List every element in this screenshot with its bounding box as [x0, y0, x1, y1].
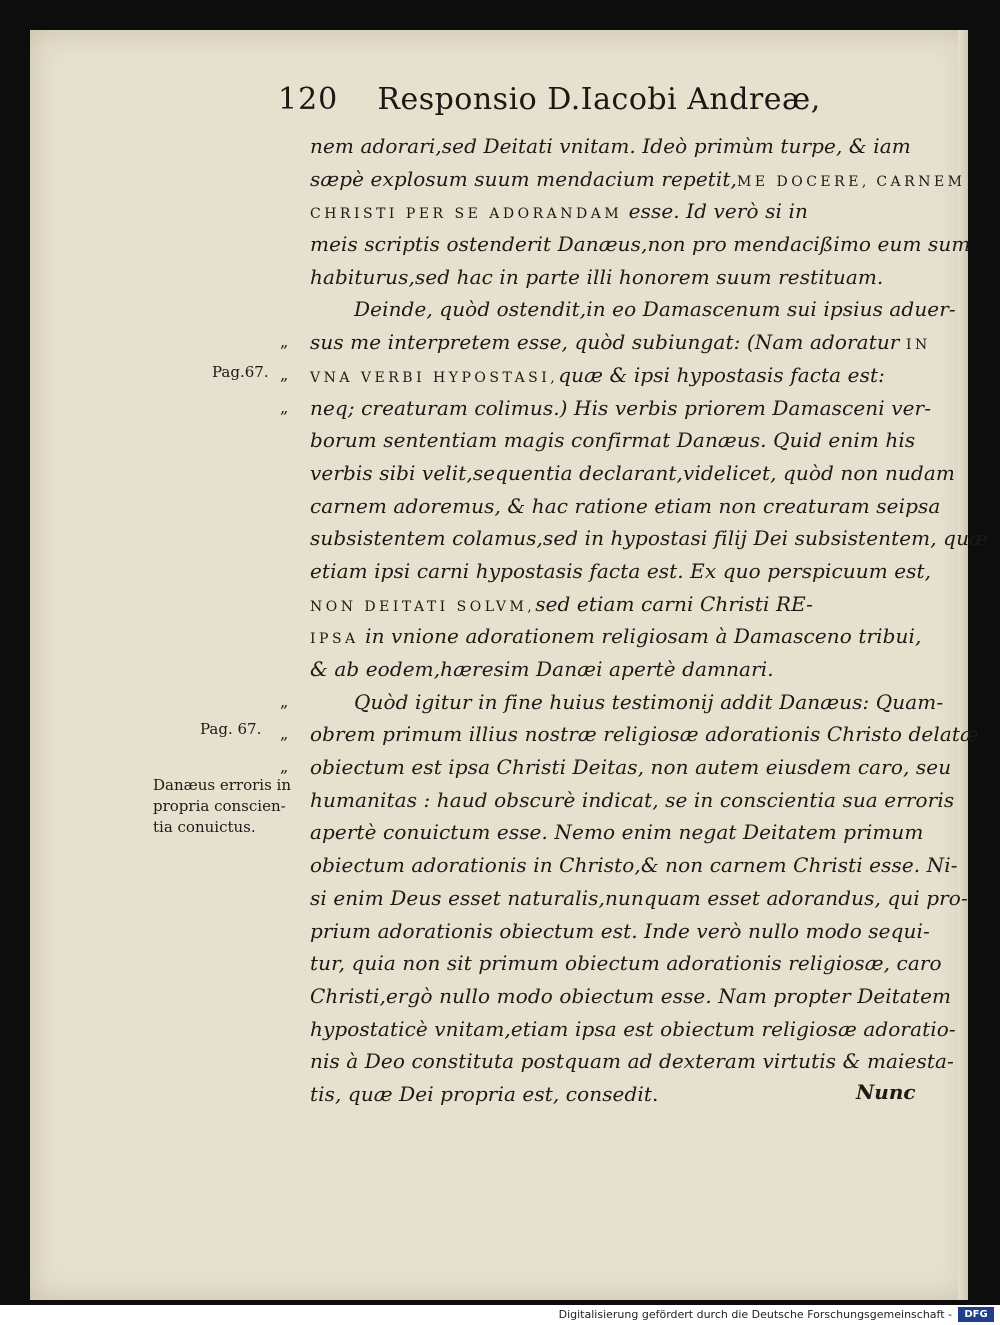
- margin-note-line: Danæus erroris in: [153, 776, 291, 794]
- text-line: sæpè explosum suum mendacium repetit,ME DOCERE, CARNEM: [310, 166, 966, 191]
- text-line: IPSA in vnione adorationem religiosam à Damasceno tribui,: [310, 624, 922, 649]
- text-line: tur, quia non sit primum obiectum adorationis religiosæ, caro: [310, 951, 942, 976]
- quote-mark: „: [280, 724, 289, 744]
- text-line: & ab eodem,hæresim Danæi apertè damnari.: [310, 657, 774, 681]
- text-line: carnem adoremus, & hac ratione etiam non creaturam seipsa: [310, 493, 941, 518]
- text-line: nis à Deo constituta postquam ad dexteram virtutis & maiesta-: [310, 1049, 954, 1074]
- margin-note-pag-67-second: Pag. 67.: [200, 720, 262, 738]
- text-line: apertè conuictum esse. Nemo enim negat Deitatem primum: [310, 820, 924, 845]
- text-line: „ neq; creaturam colimus.) His verbis priorem Damasceni ver-: [310, 392, 920, 425]
- text-line: hypostaticè vnitam,etiam ipsa est obiectum religiosæ adoratio-: [310, 1016, 956, 1041]
- quote-mark: „: [280, 757, 289, 777]
- text-line: CHRISTI PER SE ADORANDAM esse. Id verò si in: [310, 199, 808, 224]
- text-line: prium adorationis obiectum est. Inde verò nullo modo sequi-: [310, 918, 930, 943]
- margin-note-line: propria conscien-: [153, 797, 286, 815]
- text-line: si enim Deus esset naturalis,nunquam esset adorandus, qui pro-: [310, 885, 968, 910]
- running-title: Responsio D.Iacobi Andreæ,: [377, 82, 821, 117]
- quote-mark: „: [280, 364, 289, 384]
- text-line: humanitas : haud obscurè indicat, se in conscientia sua erroris: [310, 787, 955, 812]
- quote-mark: „: [280, 397, 289, 417]
- digitization-credit: Digitalisierung gefördert durch die Deutsche Forschungsgemeinschaft -: [558, 1308, 952, 1321]
- page-number: 120: [278, 82, 339, 117]
- catchword: Nunc: [856, 1080, 916, 1104]
- text-line: tis, quæ Dei propria est, consedit.: [310, 1081, 659, 1106]
- quote-mark: „: [280, 332, 289, 352]
- margin-note-pag-67: Pag.67.: [212, 363, 269, 381]
- text-line: Christi,ergò nullo modo obiectum esse. Nam propter Deitatem: [310, 983, 952, 1008]
- text-line: NON DEITATI SOLVM,sed etiam carni Christi RE-: [310, 591, 814, 616]
- text-line: „ obiectum est ipsa Christi Deitas, non autem eiusdem caro, seu: [310, 751, 920, 784]
- text-line: habiturus,sed hac in parte illi honorem suum restituam.: [310, 264, 884, 289]
- text-line: etiam ipsi carni hypostasis facta est. Ex quo perspicuum est,: [310, 558, 932, 583]
- text-line: nem adorari,sed Deitati vnitam. Ideò primùm turpe, & iam: [310, 134, 911, 158]
- dfg-logo: DFG: [958, 1307, 994, 1322]
- text-line: „ sus me interpretem esse, quòd subiungat: (Nam adoratur IN: [310, 326, 920, 359]
- text-line: Deinde, quòd ostendit,in eo Damascenum sui ipsius aduer-: [354, 297, 956, 322]
- text-line: meis scriptis ostenderit Danæus,non pro mendacißimo eum sum: [310, 232, 971, 257]
- body-text: [280, 130, 988, 1111]
- page-header: [278, 82, 821, 122]
- text-line: „ VNA VERBI HYPOSTASI,quæ & ipsi hypostasis facta est:: [310, 359, 920, 392]
- margin-note-line: tia conuictus.: [153, 818, 256, 836]
- text-line: subsistentem colamus,sed in hypostasi filij Dei subsistentem, quæ: [310, 526, 988, 551]
- footer-bar: [0, 1305, 1000, 1325]
- text-line: borum sententiam magis confirmat Danæus. Quid enim his: [310, 428, 916, 453]
- page-edge: [958, 30, 968, 1300]
- margin-note-danaeus: [153, 775, 291, 838]
- text-line: „ obrem primum illius nostræ religiosæ adorationis Christo delatæ: [310, 718, 920, 751]
- text-line: verbis sibi velit,sequentia declarant,videlicet, quòd non nudam: [310, 460, 955, 485]
- text-line: obiectum adorationis in Christo,& non carnem Christi esse. Ni-: [310, 853, 958, 878]
- text-line: „ Quòd igitur in fine huius testimonij addit Danæus: Quam-: [310, 686, 920, 719]
- quote-mark: „: [280, 691, 289, 711]
